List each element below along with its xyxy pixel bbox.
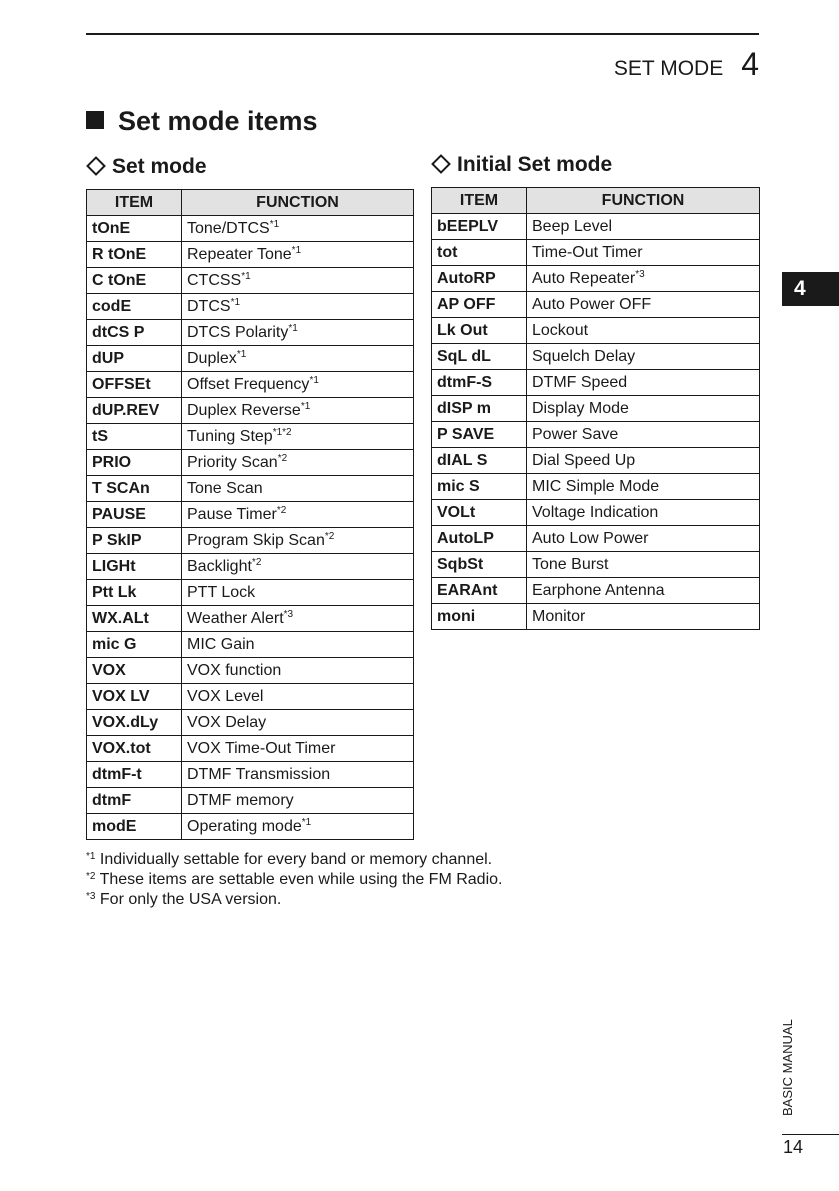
table-row [432, 474, 760, 500]
table-row [87, 710, 414, 736]
chapter-number: 4 [741, 46, 759, 82]
function-cell [182, 424, 414, 450]
function-cell [182, 528, 414, 554]
function-cell [527, 318, 760, 344]
item-cell: AP OFF [432, 292, 527, 318]
item-cell: C tOnE [87, 268, 182, 294]
function-text: Duplex Reverse [187, 401, 301, 419]
item-cell: EARAnt [432, 578, 527, 604]
function-cell [527, 500, 760, 526]
table-row [87, 658, 414, 684]
function-text: Repeater Tone [187, 245, 292, 263]
table-row [432, 240, 760, 266]
column-header-function: FUNCTION [182, 190, 414, 216]
function-text: VOX Level [187, 687, 264, 705]
function-text: Display Mode [532, 399, 629, 417]
item-cell: SqbSt [432, 552, 527, 578]
function-text: DTMF memory [187, 791, 294, 809]
function-text: Offset Frequency [187, 375, 310, 393]
function-text: Dial Speed Up [532, 451, 636, 469]
function-text: Backlight [187, 557, 252, 575]
item-cell: VOX LV [87, 684, 182, 710]
table-header-row [87, 190, 414, 216]
function-cell [182, 814, 414, 840]
function-text: DTCS Polarity [187, 323, 289, 341]
page-number-rule [782, 1134, 839, 1135]
function-text: Operating mode [187, 817, 302, 835]
item-cell: dtmF [87, 788, 182, 814]
function-cell [182, 606, 414, 632]
table-row [87, 606, 414, 632]
section-title [86, 106, 318, 137]
footnote-ref: *1 [288, 322, 298, 334]
function-text: Priority Scan [187, 453, 278, 471]
item-cell: LIGHt [87, 554, 182, 580]
item-cell: VOX.tot [87, 736, 182, 762]
set-mode-heading [86, 155, 207, 179]
side-label: BASIC MANUAL [780, 1019, 795, 1116]
function-text: VOX Time-Out Timer [187, 739, 336, 757]
table-row [432, 266, 760, 292]
item-cell: dUP [87, 346, 182, 372]
function-cell [527, 578, 760, 604]
footnote [86, 870, 502, 890]
function-text: VOX Delay [187, 713, 267, 731]
function-cell [182, 736, 414, 762]
initial-set-mode-table [431, 187, 760, 630]
function-cell [182, 242, 414, 268]
footnote-ref: *3 [635, 268, 645, 280]
table-row [432, 344, 760, 370]
table-header-row [432, 188, 760, 214]
item-cell: P SAVE [432, 422, 527, 448]
function-cell [182, 788, 414, 814]
function-cell [182, 580, 414, 606]
chapter-header [614, 46, 759, 83]
function-cell [182, 476, 414, 502]
function-cell [182, 294, 414, 320]
function-text: Auto Repeater [532, 269, 636, 287]
item-cell: Ptt Lk [87, 580, 182, 606]
item-cell: dtmF-S [432, 370, 527, 396]
function-cell [527, 344, 760, 370]
function-text: Voltage Indication [532, 503, 659, 521]
function-text: Power Save [532, 425, 619, 443]
function-text: Beep Level [532, 217, 613, 235]
item-cell: codE [87, 294, 182, 320]
item-cell: P SkIP [87, 528, 182, 554]
footnote-ref: *1 [301, 816, 312, 828]
footnote-ref: *1 [291, 244, 302, 256]
function-text: Tuning Step [187, 427, 273, 445]
function-cell [182, 268, 414, 294]
function-cell [527, 448, 760, 474]
function-text: Tone Scan [187, 479, 263, 497]
table-row [87, 242, 414, 268]
function-text: Tone Burst [532, 555, 609, 573]
table-row [87, 372, 414, 398]
table-row [87, 320, 414, 346]
function-text: Program Skip Scan [187, 531, 325, 549]
initial-set-mode-heading [431, 153, 612, 177]
function-text: PTT Lock [187, 583, 256, 601]
item-cell: dtCS P [87, 320, 182, 346]
function-cell [182, 710, 414, 736]
item-cell: dISP m [432, 396, 527, 422]
table-row [432, 526, 760, 552]
table-row [87, 398, 414, 424]
item-cell: tOnE [87, 216, 182, 242]
item-cell: modE [87, 814, 182, 840]
footnote-mark: *3 [86, 891, 96, 902]
table-row [432, 292, 760, 318]
function-cell [182, 216, 414, 242]
table-row [87, 788, 414, 814]
footnote [86, 850, 502, 870]
table-row [87, 580, 414, 606]
item-cell: R tOnE [87, 242, 182, 268]
function-text: Duplex [187, 349, 237, 367]
table-row [87, 736, 414, 762]
set-mode-table [86, 189, 414, 840]
function-cell [527, 266, 760, 292]
footnote-ref: *1 [230, 296, 241, 308]
table-row [432, 604, 760, 630]
function-cell [182, 398, 414, 424]
item-cell: PRIO [87, 450, 182, 476]
function-cell [182, 762, 414, 788]
function-text: DTCS [187, 297, 231, 315]
function-cell [527, 604, 760, 630]
footnote-ref: *2 [277, 452, 288, 464]
function-text: MIC Gain [187, 635, 255, 653]
table-row [87, 346, 414, 372]
function-cell [527, 526, 760, 552]
function-cell [182, 320, 414, 346]
table-row [432, 318, 760, 344]
item-cell: dIAL S [432, 448, 527, 474]
section-title-text: Set mode items [118, 106, 318, 136]
table-row [432, 500, 760, 526]
function-cell [182, 658, 414, 684]
function-cell [527, 396, 760, 422]
table-row [87, 476, 414, 502]
function-cell [527, 370, 760, 396]
table-row [432, 214, 760, 240]
item-cell: dUP.REV [87, 398, 182, 424]
page-number: 14 [783, 1137, 804, 1157]
table-row [432, 552, 760, 578]
table-row [432, 370, 760, 396]
item-cell: SqL dL [432, 344, 527, 370]
item-cell: VOX [87, 658, 182, 684]
function-text: Auto Power OFF [532, 295, 652, 313]
footnote-ref: *1 [241, 270, 251, 282]
footnote-text: For only the USA version. [99, 891, 282, 908]
item-cell: WX.ALt [87, 606, 182, 632]
function-cell [182, 554, 414, 580]
item-cell: Lk Out [432, 318, 527, 344]
footnote-ref: *1 [300, 400, 311, 412]
function-text: Pause Timer [187, 505, 277, 523]
function-text: Time-Out Timer [532, 243, 643, 261]
footnote-ref: *2 [324, 530, 335, 542]
top-rule [86, 33, 759, 35]
chapter-side-tab: 4 [782, 272, 839, 306]
function-text: Earphone Antenna [532, 581, 665, 599]
item-cell: bEEPLV [432, 214, 527, 240]
function-cell [182, 502, 414, 528]
table-row [87, 502, 414, 528]
diamond-outline-icon [86, 157, 106, 177]
footnote-mark: *1 [86, 851, 96, 862]
table-row [87, 450, 414, 476]
table-row [432, 448, 760, 474]
table-row [87, 216, 414, 242]
item-cell: dtmF-t [87, 762, 182, 788]
item-cell: tot [432, 240, 527, 266]
table-row [432, 578, 760, 604]
function-text: Weather Alert [187, 609, 284, 627]
function-cell [527, 474, 760, 500]
function-text: Lockout [532, 321, 589, 339]
diamond-outline-icon [431, 155, 451, 175]
item-cell: T SCAn [87, 476, 182, 502]
footnotes [86, 850, 502, 910]
footnote-mark: *2 [86, 871, 96, 882]
item-cell: VOX.dLy [87, 710, 182, 736]
function-cell [182, 372, 414, 398]
item-cell: tS [87, 424, 182, 450]
function-text: Auto Low Power [532, 529, 649, 547]
function-text: DTMF Transmission [187, 765, 331, 783]
function-text: Monitor [532, 607, 586, 625]
item-cell: PAUSE [87, 502, 182, 528]
item-cell: moni [432, 604, 527, 630]
item-cell: mic G [87, 632, 182, 658]
footnote-text: Individually settable for every band or memory channel. [99, 851, 493, 868]
table-row [87, 762, 414, 788]
column-header-item: ITEM [87, 190, 182, 216]
footnote-ref: *3 [283, 608, 294, 620]
item-cell: AutoLP [432, 526, 527, 552]
function-cell [527, 240, 760, 266]
footnote-ref: *1*2 [272, 426, 292, 438]
function-cell [527, 214, 760, 240]
table-row [87, 268, 414, 294]
table-row [432, 422, 760, 448]
function-cell [527, 422, 760, 448]
table-row [87, 528, 414, 554]
function-cell [182, 346, 414, 372]
item-cell: mic S [432, 474, 527, 500]
table-row [87, 632, 414, 658]
function-cell [182, 632, 414, 658]
function-cell [527, 292, 760, 318]
footnote-ref: *1 [309, 374, 319, 386]
function-cell [182, 450, 414, 476]
table-row [87, 684, 414, 710]
function-text: DTMF Speed [532, 373, 628, 391]
footnote-ref: *2 [276, 504, 287, 516]
column-header-item: ITEM [432, 188, 527, 214]
footnote [86, 890, 502, 910]
function-cell [182, 684, 414, 710]
function-cell [527, 552, 760, 578]
table-row [432, 396, 760, 422]
item-cell: AutoRP [432, 266, 527, 292]
function-text: Squelch Delay [532, 347, 636, 365]
table-row [87, 554, 414, 580]
function-text: CTCSS [187, 271, 242, 289]
black-square-icon [86, 111, 104, 129]
function-text: MIC Simple Mode [532, 477, 660, 495]
chapter-name: SET MODE [613, 57, 724, 80]
function-text: Tone/DTCS [187, 219, 270, 237]
table-row [87, 424, 414, 450]
column-header-function: FUNCTION [527, 188, 760, 214]
table-row [87, 814, 414, 840]
item-cell: OFFSEt [87, 372, 182, 398]
item-cell: VOLt [432, 500, 527, 526]
footnote-ref: *1 [236, 348, 247, 360]
initial-set-mode-heading-text: Initial Set mode [457, 153, 613, 176]
set-mode-heading-text: Set mode [112, 155, 207, 178]
footnote-ref: *2 [251, 556, 262, 568]
footnote-text: These items are settable even while using the FM Radio. [99, 871, 503, 888]
table-row [87, 294, 414, 320]
footnote-ref: *1 [269, 218, 280, 230]
function-text: VOX function [187, 661, 282, 679]
